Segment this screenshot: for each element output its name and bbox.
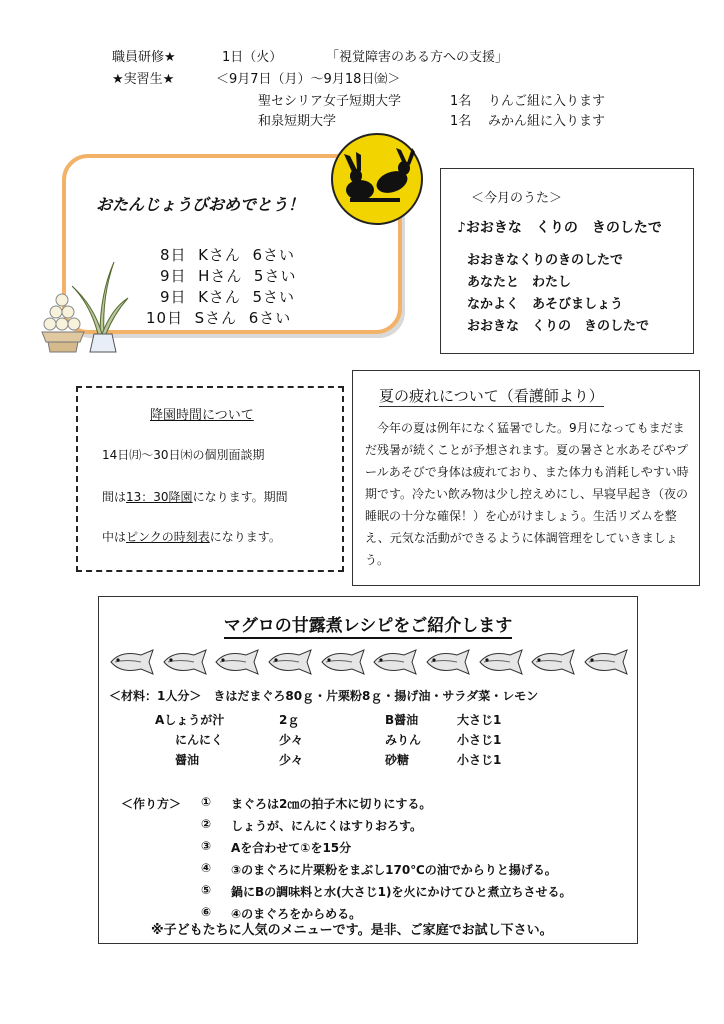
birthday-day: 8日 bbox=[160, 246, 187, 264]
pickup-line: 14日㈪～30日㈭の個別面談期 bbox=[102, 448, 265, 462]
recipe-title: マグロの甘露煮レシピをご紹介します bbox=[224, 616, 513, 639]
seasoning-b-name: B醤油 bbox=[385, 713, 419, 727]
nurse-box bbox=[352, 370, 700, 586]
moon-rabbit-icon bbox=[330, 132, 424, 226]
trainees-period: ＜9月7日（月）～9月18日㈮＞ bbox=[216, 72, 401, 87]
recipe-note: ※子どもたちに人気のメニューです。是非、ご家庭でお試し下さい。 bbox=[151, 923, 553, 938]
school-count: 1名 bbox=[450, 94, 472, 109]
tuna-fish-icon bbox=[212, 647, 262, 677]
training-date: 1日（火） bbox=[222, 50, 283, 65]
tuna-fish-icon bbox=[318, 647, 368, 677]
pickup-line: 中はピンクの時刻表になります。 bbox=[102, 530, 281, 544]
birthday-age: 5さい bbox=[252, 288, 296, 306]
pickup-time: 13：30降園 bbox=[126, 490, 193, 504]
birthday-name: Sさん bbox=[194, 309, 238, 327]
birthday-name: Kさん bbox=[198, 288, 241, 306]
song-line: なかよく あそびましょう bbox=[467, 297, 624, 312]
step-number: ⑥ bbox=[201, 905, 212, 919]
school-name: 聖セシリア女子短期大学 bbox=[258, 94, 402, 109]
steps-label: ＜作り方＞ bbox=[121, 797, 182, 811]
seasoning-a-name: にんにく bbox=[175, 733, 224, 747]
step-number: ① bbox=[201, 795, 212, 809]
birthday-day: 9日 bbox=[160, 288, 187, 306]
song-title: ♪おおきな くりの きのしたで bbox=[457, 220, 662, 236]
tuna-fish-icon bbox=[160, 647, 210, 677]
tuna-fish-icon bbox=[265, 647, 315, 677]
step-number: ④ bbox=[201, 861, 212, 875]
song-line: おおきなくりのきのしたで bbox=[467, 253, 624, 268]
birthday-name: Kさん bbox=[198, 246, 241, 264]
birthday-name: Hさん bbox=[198, 267, 243, 285]
nurse-body: 今年の夏は例年になく猛暑でした。9月になってもまだまだ残暑が続くことが予想されます。夏の暑さと水あそびやプールあそびで身体は疲れており、また体力も消耗しやすい時期です。冷たい飲み物は少し控えめにし、早寝早起き（夜の睡眠の十分な確保！）を心がけましょう。生活リズムを整え、元気な活動ができるように体調管理をしていきましょう。 bbox=[365, 421, 689, 567]
step-number: ② bbox=[201, 817, 212, 831]
tuna-fish-icon bbox=[476, 647, 526, 677]
step-text: ③のまぐろに片栗粉をまぶし170℃の油でからりと揚げる。 bbox=[231, 863, 557, 877]
tuna-fish-icon bbox=[423, 647, 473, 677]
trainees-label: ★実習生★ bbox=[112, 72, 175, 87]
seasoning-a-amount: 2ｇ bbox=[279, 713, 300, 727]
school-name: 和泉短期大学 bbox=[258, 114, 337, 129]
seasoning-b-name: みりん bbox=[385, 733, 422, 747]
recipe-box bbox=[98, 596, 638, 944]
tsukimi-dango-icon bbox=[40, 234, 130, 354]
training-label: 職員研修★ bbox=[112, 50, 176, 65]
birthday-day: 10日 bbox=[146, 309, 184, 327]
step-number: ③ bbox=[201, 839, 212, 853]
recipe-materials: ＜材料：1人分＞ きはだまぐろ80ｇ・片栗粉8ｇ・揚げ油・サラダ菜・レモン bbox=[109, 689, 539, 703]
school-class: りんご組に入ります bbox=[488, 94, 606, 109]
pickup-title: 降園時間について bbox=[150, 408, 254, 423]
seasoning-b-name: 砂糖 bbox=[385, 753, 410, 767]
tuna-fish-icon bbox=[581, 647, 631, 677]
fish-row bbox=[107, 647, 631, 677]
step-text: Aを合わせて①を15分 bbox=[231, 841, 352, 855]
step-text: ④のまぐろをからめる。 bbox=[231, 907, 362, 921]
pickup-timetable: ピンクの時刻表 bbox=[126, 530, 210, 544]
seasoning-a-name: 醤油 bbox=[175, 753, 200, 767]
song-box bbox=[440, 168, 694, 354]
birthday-day: 9日 bbox=[160, 267, 187, 285]
step-text: 鍋にBの調味料と水(大さじ1)を火にかけてひと煮立ちさせる。 bbox=[231, 885, 572, 899]
training-topic: 「視覚障害のある方への支援」 bbox=[326, 50, 509, 65]
step-text: しょうが、にんにくはすりおろす。 bbox=[231, 819, 423, 833]
birthday-age: 6さい bbox=[252, 246, 296, 264]
tuna-fish-icon bbox=[370, 647, 420, 677]
birthday-title: おたんじょうびおめでとう！ bbox=[96, 195, 305, 214]
seasoning-a-amount: 少々 bbox=[279, 733, 304, 747]
nurse-title: 夏の疲れについて（看護師より） bbox=[379, 387, 604, 405]
tuna-fish-icon bbox=[528, 647, 578, 677]
school-count: 1名 bbox=[450, 114, 472, 129]
tuna-fish-icon bbox=[107, 647, 157, 677]
seasoning-a-amount: 少々 bbox=[279, 753, 304, 767]
step-text: まぐろは2㎝の拍子木に切りにする。 bbox=[231, 797, 432, 811]
birthday-age: 5さい bbox=[253, 267, 297, 285]
school-class: みかん組に入ります bbox=[488, 114, 606, 129]
step-number: ⑤ bbox=[201, 883, 212, 897]
seasoning-b-amount: 大さじ1 bbox=[457, 713, 502, 727]
song-line: あなたと わたし bbox=[467, 275, 572, 290]
song-heading: ＜今月のうた＞ bbox=[471, 191, 563, 206]
birthday-age: 6さい bbox=[248, 309, 292, 327]
seasoning-a-name: Aしょうが汁 bbox=[155, 713, 225, 727]
seasoning-b-amount: 小さじ1 bbox=[457, 753, 502, 767]
pickup-line: 間は13：30降園になります。期間 bbox=[102, 490, 288, 504]
song-line: おおきな くりの きのしたで bbox=[467, 319, 650, 334]
seasoning-b-amount: 小さじ1 bbox=[457, 733, 502, 747]
pickup-box bbox=[76, 386, 344, 572]
